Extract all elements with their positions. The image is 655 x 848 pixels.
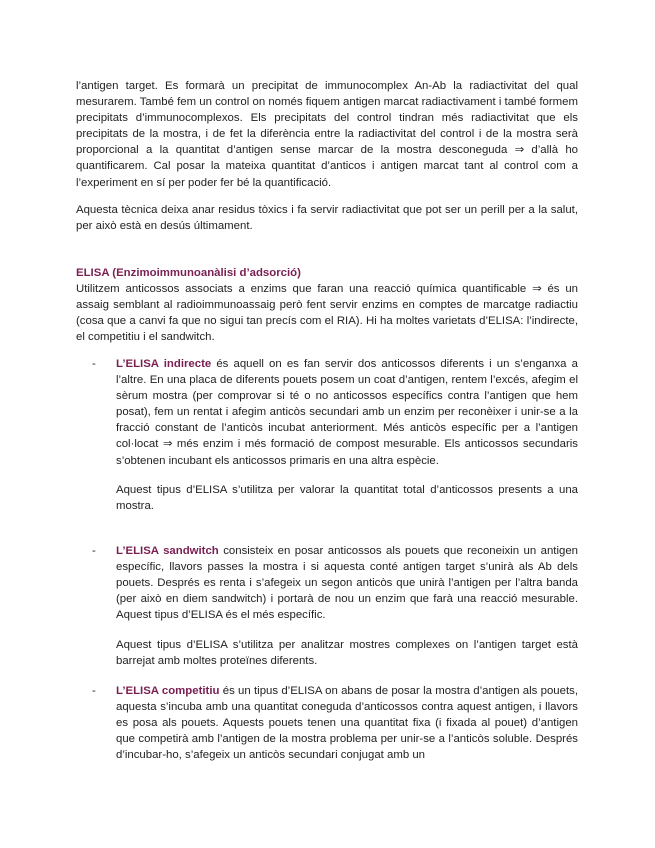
bullet-dash: -	[92, 685, 96, 697]
list-item-elisa-indirecte	[92, 356, 578, 469]
intro-paragraph-ria: l’antigen target. Es formarà un precipitat de immunocomplex An-Ab la radiactivitat del qual mesurarem. També fem un control on només fiquem antigen marcat radiactivament i també formem precipitats d’immunocomplexos. Els precipitats del control tindran més radiactivitat que els precipitats de la mostra, i de fet la diferència entre la radiactivitat del control i de la mostra serà proporcional a la quantitat d’antigen sense marcar de la mostra desconeguda ⇒ d’allà ho quantificarem. Cal posar la mateixa quantitat d’anticos i antigen marcat tant al control com a l’experiment en sí per poder fer bé la quantificació.	[76, 80, 578, 189]
item-text: és aquell on es fan servir dos anticossos diferents i un s’enganxa a l’altre. En una placa de diferents pouets posem un coat d’antigen, rentem l’excés, afegim el sèrum mostra (per comprovar si té o no anticossos específics contra l’antigen que hem posat), fem un rentat i afegim anticòs secundari amb un enzim per reconèixer i unir-se a la fracció constant de l’anticòs incubat anteriorment. Més anticòs específic per a l’antigen col·locat ⇒ més enzim i més formació de compost mesurable. Els anticossos secundaris s’obtenen incubant els anticossos primaris en una altra espècie.	[116, 358, 578, 467]
list-item-elisa-competitiu	[92, 683, 578, 763]
item-text: és un tipus d’ELISA on abans de posar la mostra d’antigen als pouets, aquesta s’incuba amb una quantitat coneguda d’anticossos contra aquest antigen, i llavors es posa als pouets. Aquests pouets tenen una quantitat fixa (i fixada al pouet) d’antigen que competirà amb l’antigen de la mostra problema per unir-se a l’anticòs soluble. Després d’incubar-ho, s’afegeix un anticòs secundari conjugat amb un	[116, 685, 578, 762]
bullet-dash: -	[92, 545, 96, 557]
list-item-paragraph	[116, 683, 578, 763]
section-heading-elisa: ELISA (Enzimoimmunoanàlisi d’adsorció)	[76, 267, 301, 279]
elisa-intro-paragraph: Utilitzem anticossos associats a enzims que faran una reacció química quantificable ⇒ és un assaig semblant al radioimmunoassaig però fent servir enzims en comptes de marcatge radiactiu (cosa que a canvi fa que no sigui tan precís com el RIA). Hi ha moltes varietats d’ELISA: l’indirecte, el competitiu i el sandwitch.	[76, 283, 578, 344]
bullet-dash: -	[92, 358, 96, 370]
note-elisa-indirecte: Aquest tipus d’ELISA s’utilitza per valorar la quantitat total d’anticossos presents a una mostra.	[116, 484, 578, 513]
intro-paragraph-toxicity: Aquesta tècnica deixa anar residus tòxics i fa servir radiactivitat que pot ser un perill per a la salut, per això està en desús últimament.	[76, 204, 578, 233]
list-item-paragraph	[116, 356, 578, 469]
term-elisa-competitiu: L’ELISA competitiu	[116, 685, 220, 697]
item-text: consisteix en posar anticossos als pouets que reconeixin un antigen específic, llavors passes la mostra i si aquesta conté antigen target s’unirà als Ab dels pouets. Després es renta i s’afegeix un segon anticòs que unirà l’antigen per l’altra banda (per això en diem sandwitch) i portarà de nou un enzim que farà una reacció mesurable. Aquest tipus d’ELISA és el més específic.	[116, 545, 578, 622]
term-elisa-sandwitch: L’ELISA sandwitch	[116, 545, 219, 557]
list-item-elisa-sandwitch	[92, 543, 578, 623]
note-elisa-sandwitch: Aquest tipus d’ELISA s’utilitza per analitzar mostres complexes on l’antigen target està barrejat amb moltes proteïnes diferents.	[116, 639, 578, 668]
list-item-paragraph	[116, 543, 578, 623]
term-elisa-indirecte: L’ELISA indirecte	[116, 358, 212, 370]
